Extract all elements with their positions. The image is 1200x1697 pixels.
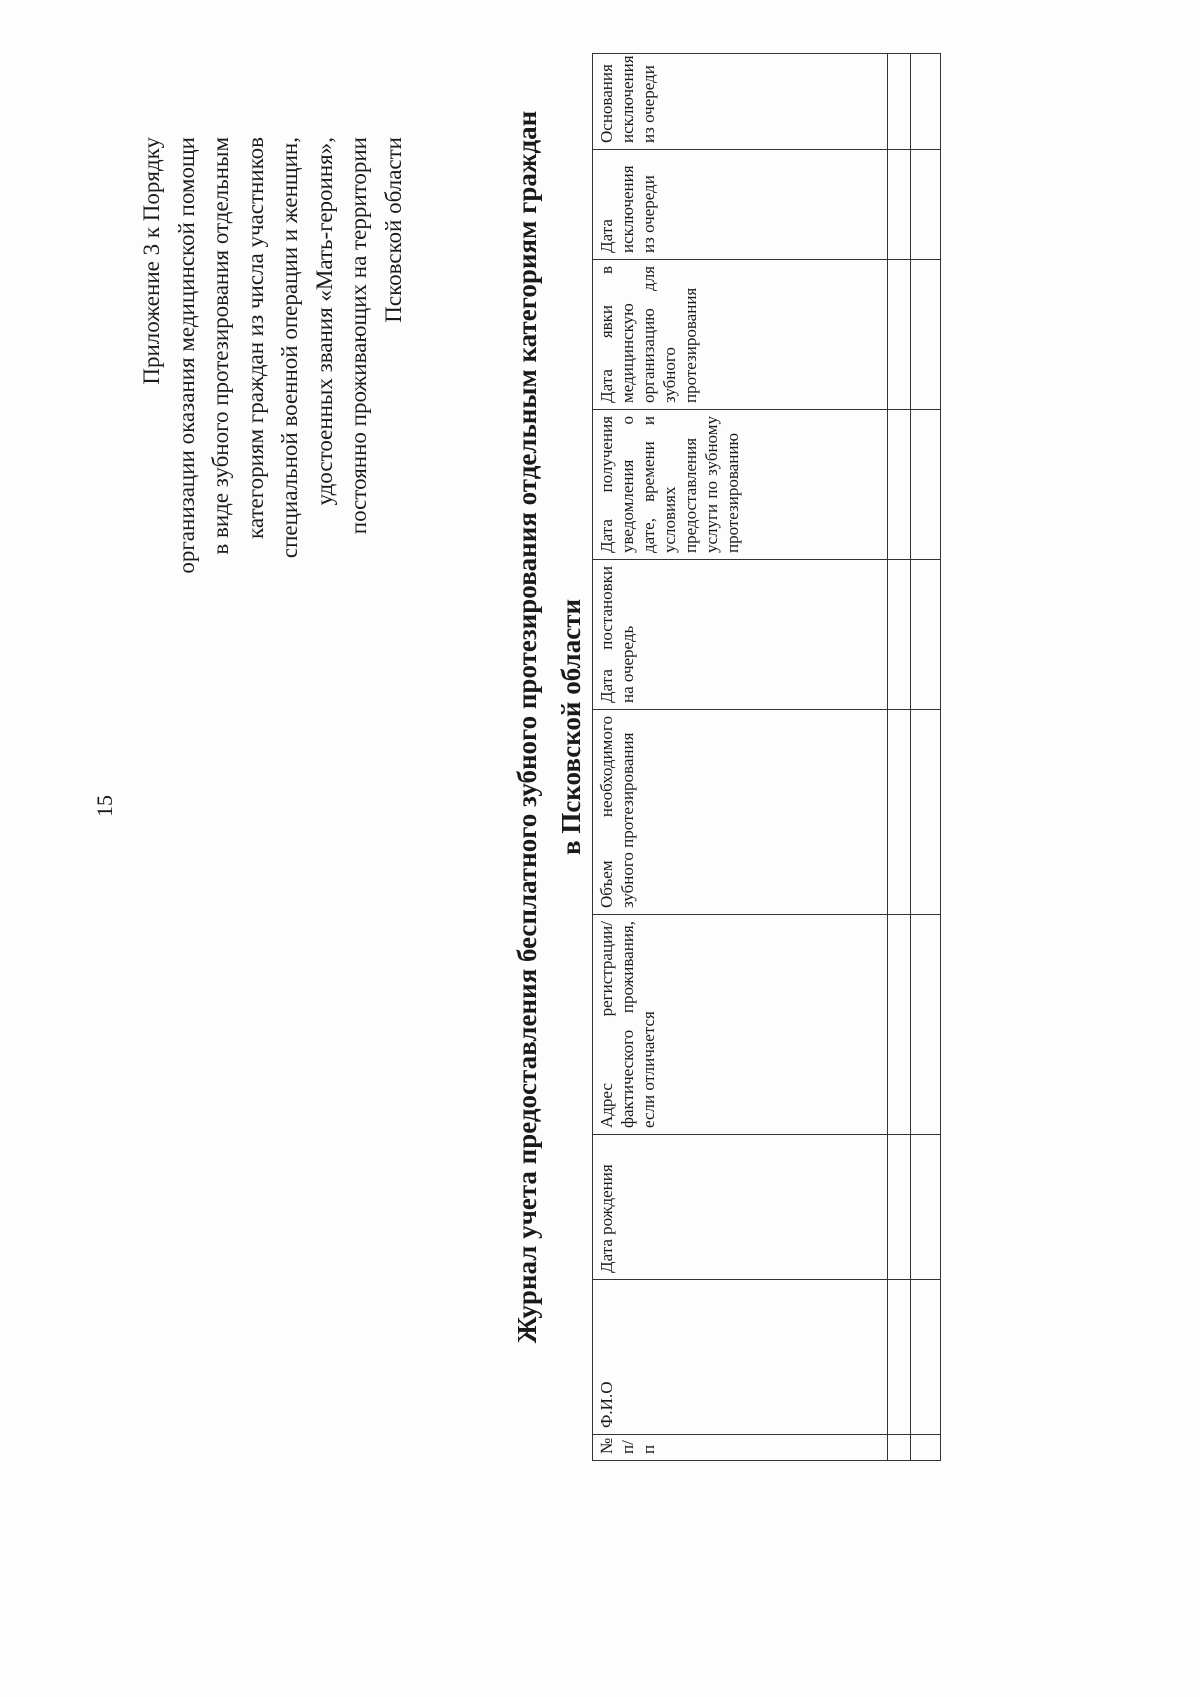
appendix-line: удостоенных звания «Мать-героиня», [311, 137, 337, 506]
title-line-2: в Псковской области [556, 598, 586, 856]
table-cell [888, 150, 911, 260]
table-cell [888, 560, 911, 710]
col-header-queue-date: Дата постановки на очередь [593, 560, 888, 710]
table-cell [911, 710, 941, 915]
page-number: 15 [92, 795, 117, 817]
journal-table [592, 53, 941, 1461]
table-cell [911, 915, 941, 1135]
appendix-line: в виде зубного протезирования отдельным [208, 137, 233, 555]
table-cell [911, 150, 941, 260]
table-cell [911, 260, 941, 410]
title-line-1: Журнал учета предоставления бесплатного зубного протезирования отдельным категориям граждан [512, 110, 542, 1344]
col-header-number: № п/п [593, 1435, 888, 1461]
table-row [911, 54, 941, 1461]
table-cell [911, 560, 941, 710]
table-cell [888, 260, 911, 410]
table-cell [888, 1435, 911, 1461]
table-row [888, 54, 911, 1461]
col-header-full-name: Ф.И.О [593, 1280, 888, 1435]
appendix-line: постоянно проживающих на территории [346, 137, 371, 535]
col-header-notification-date: Дата получения уведомления о дате, времени и условиях предоставления услуги по зубному протезированию [593, 410, 888, 560]
appendix-header [135, 137, 411, 677]
appendix-line: Приложение 3 к Порядку [139, 137, 164, 385]
table-cell [911, 1435, 941, 1461]
table-cell [911, 410, 941, 560]
col-header-prosthetics-volume: Объем необходимого зубного протезирования [593, 710, 888, 915]
col-header-birth-date: Дата рождения [593, 1135, 888, 1280]
table-cell [911, 54, 941, 150]
document-title [505, 17, 593, 1437]
table-cell [888, 54, 911, 150]
table-cell [911, 1135, 941, 1280]
table-cell [888, 1280, 911, 1435]
table-cell [888, 710, 911, 915]
table-cell [888, 410, 911, 560]
col-header-exclusion-reason: Основания исключения из очереди [593, 54, 888, 150]
appendix-line: специальной военной операции и женщин, [277, 137, 302, 559]
table-cell [911, 1280, 941, 1435]
table-cell [888, 1135, 911, 1280]
col-header-attendance-date: Дата явки в медицинскую организацию для зубного протезирования [593, 260, 888, 410]
appendix-line: категориям граждан из числа участников [242, 137, 268, 539]
table-header-row [593, 54, 888, 1461]
col-header-exclusion-date: Дата исключения из очереди [593, 150, 888, 260]
appendix-line: организации оказания медицинской помощи [173, 137, 199, 574]
col-header-address: Адрес регистрации/ фактического проживания, если отличается [593, 915, 888, 1135]
appendix-line: Псковской области [380, 137, 406, 323]
table-cell [888, 915, 911, 1135]
